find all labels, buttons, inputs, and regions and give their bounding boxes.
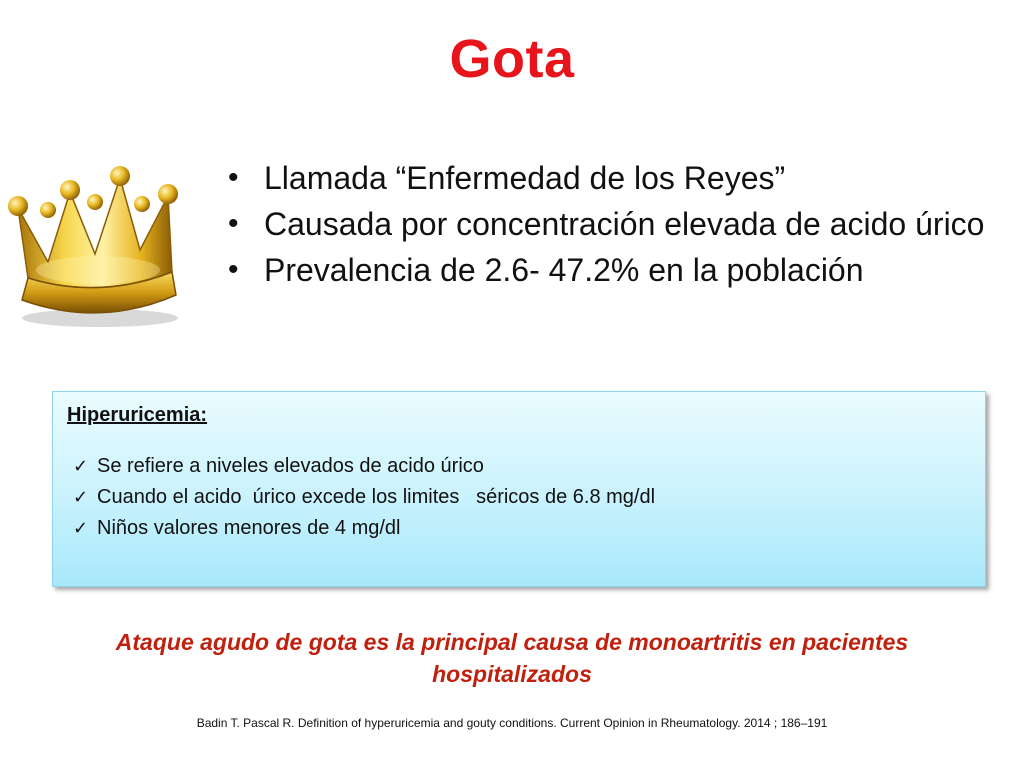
bullet-item: • Prevalencia de 2.6- 47.2% en la población: [228, 252, 998, 288]
check-icon: ✓: [73, 518, 89, 538]
bullet-list: [228, 160, 998, 298]
hyperuricemia-note-box: [52, 391, 986, 587]
citation: Badin T. Pascal R. Definition of hyperuricemia and gouty conditions. Current Opinion in Rheumatology. 2014 ; 186–191: [196, 716, 828, 730]
bullet-item: • Causada por concentración elevada de acido úrico: [228, 206, 998, 242]
check-icon: ✓: [73, 456, 89, 476]
check-item-text: Cuando el acido úrico excede los limites séricos de 6.8 mg/dl: [97, 486, 656, 508]
bullet-item: • Llamada “Enfermedad de los Reyes”: [228, 160, 998, 196]
note-heading: Hiperuricemia:: [67, 404, 208, 426]
key-statement: Ataque agudo de gota es la principal causa de monoartritis en pacientes hospitalizados: [115, 629, 909, 687]
check-list: [67, 451, 971, 544]
gold-crown-icon: [0, 150, 200, 330]
check-item: [67, 513, 971, 544]
slide-title: Gota: [449, 29, 575, 89]
check-item: [67, 451, 971, 482]
check-item: [67, 482, 971, 513]
check-icon: ✓: [73, 487, 89, 507]
check-item-text: Niños valores menores de 4 mg/dl: [97, 517, 401, 539]
check-item-text: Se refiere a niveles elevados de acido úrico: [97, 455, 484, 477]
